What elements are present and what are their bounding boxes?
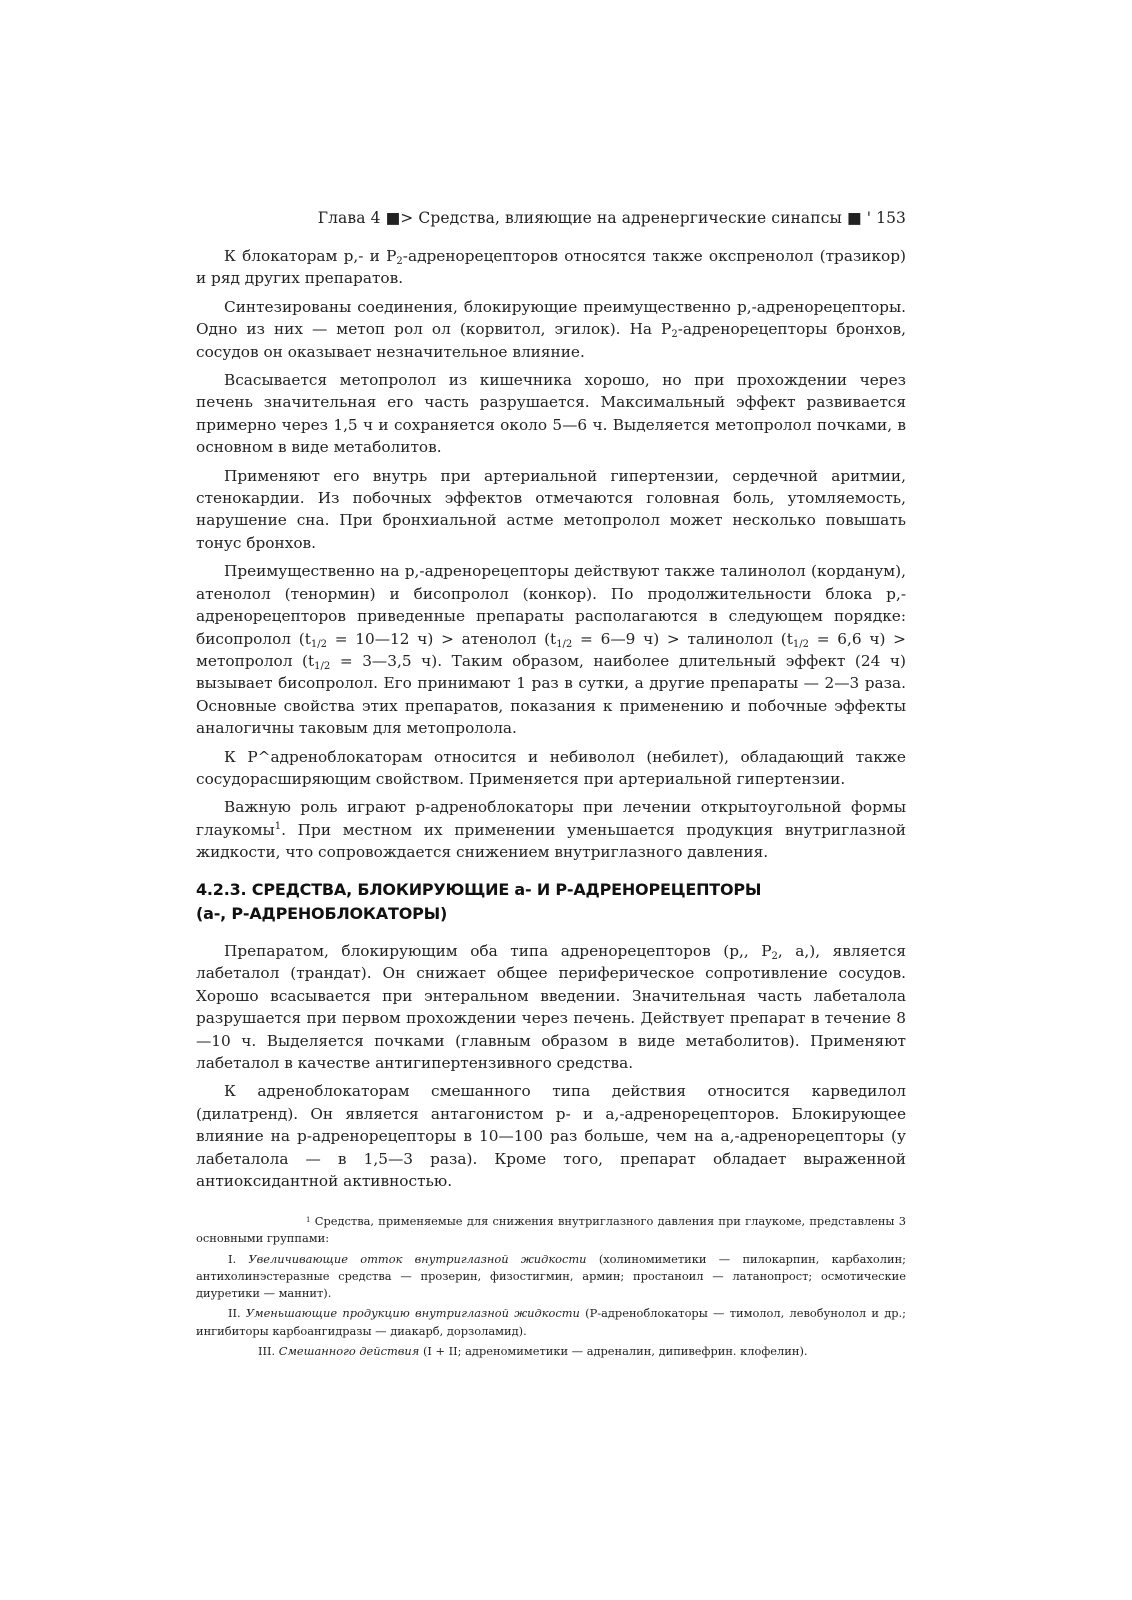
text-span: -адренорецепторы бронхов, сосудов он оказывает незначительное влияние. xyxy=(196,320,907,361)
text-span: (холиномиметики — пилокарпин, карбахолин; антихолинэстеразные средства — прозерин, физостигмин, армин; простаноил — латанопрост; осмотические диуретики — маннит). xyxy=(196,1251,906,1301)
footnote-intro xyxy=(196,1212,906,1248)
footnotes xyxy=(196,1212,906,1363)
main-text xyxy=(196,245,906,870)
text-span: Препаратом, блокирующим оба типа адренорецепторов (р,, Р xyxy=(224,942,772,960)
section-heading-line-2: (а-, Р-АДРЕНОБЛОКАТОРЫ) xyxy=(196,904,448,923)
paragraph-3: Всасывается метопролол из кишечника хорошо, но при прохождении через печень значительная его часть разрушается. Максимальный эффект развивается примерно через 1,5 ч и сохраняется около 5—6 ч. Выделяется метопролол почками, в основном в виде метаболитов. xyxy=(196,371,906,457)
text-span: -адренорецепторов относятся также окспренолол (тразикор) и ряд других препаратов. xyxy=(196,247,907,288)
text-span: , а,), является лабеталол (трандат). Он снижает общее периферическое сопротивление сосудов. Хорошо всасывается при энтеральном введении. Значительная часть лабеталола разрушается при первом прохождении через печень. Действует препарат в течение 8—10 ч. Выделяется почками (главным образом в виде метаболитов). Применяют лабеталол в качестве антигипертензивного средства. xyxy=(196,942,906,1073)
text-span: Синтезированы соединения, блокирующие преимущественно р,-адренорецепторы. Одно из них — метоп рол ол (корвитол, эгилок). На Р xyxy=(196,297,906,339)
section-heading-line-1: 4.2.3. СРЕДСТВА, БЛОКИРУЮЩИЕ а- И Р-АДРЕНОРЕЦЕПТОРЫ xyxy=(196,880,762,899)
paragraph-2 xyxy=(196,296,906,363)
section-text xyxy=(196,940,906,1198)
item-title: Уменьшающие продукцию внутриглазной жидкости xyxy=(245,1306,580,1321)
text-span: К блокаторам р,- и Р xyxy=(224,247,397,265)
section-paragraph-2: К адреноблокаторам смешанного типа действия относится карведилол (дилатренд). Он является антагонистом р- и а,-адренорецепторов. Блокирующее влияние на р-адренорецепторы в 10—100 раз больше, чем на а,-адренорецепторы (у лабеталола — в 1,5—3 раза). Кроме того, препарат обладает выраженной антиоксидантной активностью. xyxy=(196,1082,906,1191)
subscript: 1/2 xyxy=(310,638,327,650)
paragraph-6: К Р^адреноблокаторам относится и небиволол (небилет), обладающий также сосудорасширяющим свойством. Применяется при артериальной гипертензии. xyxy=(196,747,906,788)
footnote-marker: 1 xyxy=(306,1216,311,1224)
text-span: Важную роль играют р-адреноблокаторы при лечении открытоугольной формы глаукомы xyxy=(196,798,906,839)
text-span: = 10—12 ч) > атенолол (t xyxy=(326,629,557,648)
footnote-item-3 xyxy=(196,1343,906,1360)
footnote-item-2 xyxy=(196,1305,906,1340)
item-title: Смешанного действия xyxy=(278,1344,420,1359)
text-span: = 6,6 ч) > метопролол (t xyxy=(196,629,906,670)
subscript: 2 xyxy=(771,951,778,962)
paragraph-4: Применяют его внутрь при артериальной гипертензии, сердечной аритмии, стенокардии. Из побочных эффектов отмечаются головная боль, утомляемость, нарушение сна. При бронхиальной астме метопролол может несколько повышать тонус бронхов. xyxy=(196,466,906,552)
subscript: 1/2 xyxy=(556,638,573,650)
footnote-item-1 xyxy=(196,1251,906,1303)
text-span: Преимущественно на р,-адренорецепторы действуют также талинолол (корданум), атенолол (тенормин) и бисопролол (конкор). По продолжительности блока р,-адренорецепторов приведенные препараты располагаются в следующем порядке: бисопролол (t xyxy=(196,562,906,648)
section-paragraph-1 xyxy=(196,940,906,1074)
text-span: Средства, применяемые для снижения внутриглазного давления при глаукоме, представлены 3 основными группами: xyxy=(196,1214,907,1246)
subscript: 1/2 xyxy=(314,660,331,672)
section-heading xyxy=(196,878,906,926)
subscript: 2 xyxy=(671,329,678,341)
item-title: Увеличивающие отток внутриглазной жидкости xyxy=(248,1251,587,1266)
text-span: (I + II; адреномиметики — адреналин, дипивефрин. клофелин). xyxy=(422,1344,808,1359)
paragraph-5 xyxy=(196,560,906,739)
text-span: (Р-адреноблокаторы — тимолол, левобунолол и др.; ингибиторы карбоангидразы — диакарб, дорзоламид). xyxy=(196,1306,906,1338)
paragraph-7 xyxy=(196,796,906,863)
subscript: 2 xyxy=(396,256,403,267)
paragraph-1 xyxy=(196,245,906,290)
subscript: 1/2 xyxy=(792,638,809,650)
text-span: = 3—3,5 ч). Таким образом, наиболее длительный эффект (24 ч) вызывает бисопролол. Его принимают 1 раз в сутки, а другие препараты — 2—3 раза. Основные свойства этих препаратов, показания к применению и побочные эффекты аналогичны таковым для метопролола. xyxy=(196,651,906,738)
footnote-ref: 1 xyxy=(274,820,282,832)
item-number: II. xyxy=(228,1306,241,1321)
running-header: Глава 4 ■> Средства, влияющие на адренергические синапсы ■ ' 153 xyxy=(317,209,906,227)
text-span: = 6—9 ч) > талинолол (t xyxy=(572,629,793,648)
text-span: . При местном их применении уменьшается продукция внутриглазной жидкости, что сопровождается снижением внутриглазного давления. xyxy=(196,820,906,862)
item-number: III. xyxy=(258,1344,276,1359)
item-number: I. xyxy=(228,1251,237,1266)
